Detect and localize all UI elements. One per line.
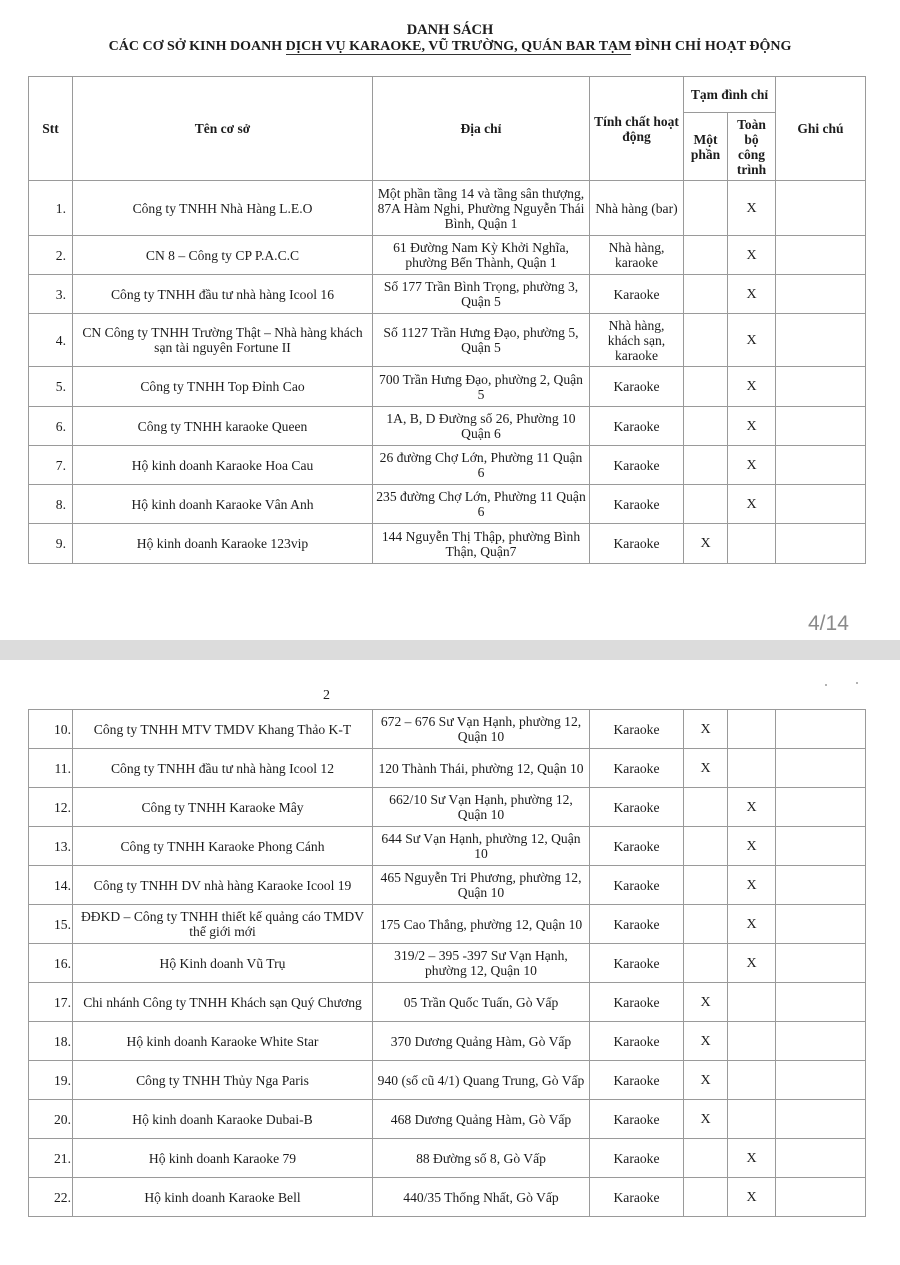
row-address: 700 Trần Hưng Đạo, phường 2, Quận 5 (373, 367, 590, 407)
row-address: 662/10 Sư Vạn Hạnh, phường 12, Quận 10 (373, 788, 590, 827)
row-nature: Nhà hàng, karaoke (590, 236, 684, 275)
row-nature: Karaoke (590, 1100, 684, 1139)
row-full-mark: X (728, 1178, 776, 1217)
row-nature: Karaoke (590, 827, 684, 866)
row-stt: 4. (29, 314, 73, 367)
row-nature: Karaoke (590, 407, 684, 446)
header-stt: Stt (29, 77, 73, 181)
row-name: Công ty TNHH Top Đỉnh Cao (73, 367, 373, 407)
row-note (776, 407, 866, 446)
row-address: 440/35 Thống Nhất, Gò Vấp (373, 1178, 590, 1217)
row-name: CN 8 – Công ty CP P.A.C.C (73, 236, 373, 275)
row-name: Hộ kinh doanh Karaoke 123vip (73, 524, 373, 564)
row-address: Một phần tầng 14 và tầng sân thượng, 87A Hàm Nghi, Phường Nguyễn Thái Bình, Quận 1 (373, 181, 590, 236)
row-full-mark: X (728, 866, 776, 905)
row-partial-mark (684, 944, 728, 983)
row-note (776, 1139, 866, 1178)
row-note (776, 827, 866, 866)
row-full-mark: X (728, 181, 776, 236)
row-partial-mark: X (684, 983, 728, 1022)
table-row (29, 181, 866, 236)
row-note (776, 367, 866, 407)
row-full-mark: X (728, 944, 776, 983)
row-name: Công ty TNHH đầu tư nhà hàng Icool 16 (73, 275, 373, 314)
row-address: 1A, B, D Đường số 26, Phường 10 Quận 6 (373, 407, 590, 446)
header-name: Tên cơ sở (73, 77, 373, 181)
row-stt: 15. (29, 905, 73, 944)
row-full-mark: X (728, 367, 776, 407)
row-note (776, 275, 866, 314)
row-stt: 6. (29, 407, 73, 446)
row-nature: Nhà hàng, khách sạn, karaoke (590, 314, 684, 367)
row-full-mark (728, 983, 776, 1022)
row-nature: Karaoke (590, 485, 684, 524)
row-full-mark: X (728, 788, 776, 827)
row-full-mark: X (728, 446, 776, 485)
row-address: 644 Sư Vạn Hạnh, phường 12, Quận 10 (373, 827, 590, 866)
row-name: Công ty TNHH Thủy Nga Paris (73, 1061, 373, 1100)
row-full-mark: X (728, 275, 776, 314)
row-stt: 14. (29, 866, 73, 905)
row-note (776, 983, 866, 1022)
row-stt: 5. (29, 367, 73, 407)
scan-speck (825, 684, 827, 686)
document-subtitle (0, 39, 900, 55)
row-full-mark: X (728, 314, 776, 367)
row-stt: 12. (29, 788, 73, 827)
row-partial-mark (684, 181, 728, 236)
table-row (29, 944, 866, 983)
table-row (29, 749, 866, 788)
row-nature: Karaoke (590, 1022, 684, 1061)
row-full-mark (728, 1022, 776, 1061)
row-stt: 2. (29, 236, 73, 275)
row-nature: Karaoke (590, 749, 684, 788)
table-row (29, 314, 866, 367)
table-row (29, 485, 866, 524)
row-address: 319/2 – 395 -397 Sư Vạn Hạnh, phường 12, Quận 10 (373, 944, 590, 983)
row-note (776, 1178, 866, 1217)
row-name: Công ty TNHH DV nhà hàng Karaoke Icool 19 (73, 866, 373, 905)
row-partial-mark: X (684, 524, 728, 564)
pdf-page-indicator: 4/14 (808, 612, 849, 635)
table-row (29, 1022, 866, 1061)
table-row (29, 275, 866, 314)
row-name: Hộ kinh doanh Karaoke White Star (73, 1022, 373, 1061)
row-name: Hộ kinh doanh Karaoke Vân Anh (73, 485, 373, 524)
table-row (29, 827, 866, 866)
suspension-table-part-1 (28, 76, 866, 564)
row-note (776, 788, 866, 827)
row-partial-mark: X (684, 1100, 728, 1139)
row-stt: 16. (29, 944, 73, 983)
row-nature: Karaoke (590, 446, 684, 485)
row-address: 144 Nguyễn Thị Thập, phường Bình Thận, Quận7 (373, 524, 590, 564)
row-nature: Karaoke (590, 1061, 684, 1100)
row-full-mark (728, 749, 776, 788)
table-row (29, 1139, 866, 1178)
row-full-mark (728, 1061, 776, 1100)
table-row (29, 446, 866, 485)
row-name: Công ty TNHH Nhà Hàng L.E.O (73, 181, 373, 236)
header-suspended: Tạm đình chỉ (684, 77, 776, 113)
table-body-part-1 (29, 181, 866, 564)
row-name: Công ty TNHH Karaoke Mây (73, 788, 373, 827)
table-row (29, 866, 866, 905)
row-stt: 18. (29, 1022, 73, 1061)
row-note (776, 236, 866, 275)
header-partial: Một phần (684, 113, 728, 181)
subtitle-underlined-part: DỊCH VỤ KARAOKE, VŨ TRƯỜNG, QUÁN BAR TẠM (285, 39, 632, 54)
row-address: 672 – 676 Sư Vạn Hạnh, phường 12, Quận 10 (373, 710, 590, 749)
row-stt: 3. (29, 275, 73, 314)
row-note (776, 1100, 866, 1139)
row-stt: 22. (29, 1178, 73, 1217)
row-name: Hộ kinh doanh Karaoke Dubai-B (73, 1100, 373, 1139)
row-full-mark: X (728, 827, 776, 866)
document-page-2 (0, 660, 900, 1265)
row-note (776, 181, 866, 236)
subtitle-part-1: CÁC CƠ SỞ KINH DOANH (108, 39, 286, 54)
row-partial-mark (684, 314, 728, 367)
scan-speck (856, 682, 858, 684)
header-note: Ghi chú (776, 77, 866, 181)
row-stt: 8. (29, 485, 73, 524)
row-nature: Karaoke (590, 275, 684, 314)
row-note (776, 485, 866, 524)
row-nature: Karaoke (590, 983, 684, 1022)
row-note (776, 710, 866, 749)
row-name: Công ty TNHH đầu tư nhà hàng Icool 12 (73, 749, 373, 788)
row-nature: Karaoke (590, 905, 684, 944)
row-note (776, 1022, 866, 1061)
document-title: DANH SÁCH (406, 22, 494, 38)
row-nature: Karaoke (590, 367, 684, 407)
row-address: 370 Dương Quảng Hàm, Gò Vấp (373, 1022, 590, 1061)
row-stt: 17. (29, 983, 73, 1022)
row-stt: 19. (29, 1061, 73, 1100)
row-partial-mark: X (684, 1061, 728, 1100)
row-note (776, 1061, 866, 1100)
row-full-mark (728, 1100, 776, 1139)
row-stt: 11. (29, 749, 73, 788)
header-address: Địa chỉ (373, 77, 590, 181)
row-note (776, 905, 866, 944)
row-partial-mark: X (684, 710, 728, 749)
row-name: Hộ kinh doanh Karaoke Hoa Cau (73, 446, 373, 485)
table-row (29, 788, 866, 827)
row-full-mark: X (728, 407, 776, 446)
table-row (29, 710, 866, 749)
row-name: Hộ kinh doanh Karaoke Bell (73, 1178, 373, 1217)
row-partial-mark (684, 275, 728, 314)
row-nature: Nhà hàng (bar) (590, 181, 684, 236)
row-stt: 10. (29, 710, 73, 749)
row-partial-mark (684, 1139, 728, 1178)
row-full-mark: X (728, 905, 776, 944)
table-body-part-2 (29, 710, 866, 1217)
row-note (776, 749, 866, 788)
row-address: 175 Cao Thắng, phường 12, Quận 10 (373, 905, 590, 944)
row-nature: Karaoke (590, 1178, 684, 1217)
row-address: 940 (số cũ 4/1) Quang Trung, Gò Vấp (373, 1061, 590, 1100)
row-name: Công ty TNHH MTV TMDV Khang Thảo K-T (73, 710, 373, 749)
row-stt: 21. (29, 1139, 73, 1178)
row-stt: 9. (29, 524, 73, 564)
row-note (776, 446, 866, 485)
table-row (29, 905, 866, 944)
table-row (29, 524, 866, 564)
row-nature: Karaoke (590, 710, 684, 749)
row-note (776, 866, 866, 905)
table-row (29, 1061, 866, 1100)
row-address: Số 177 Trần Bình Trọng, phường 3, Quận 5 (373, 275, 590, 314)
table-row (29, 407, 866, 446)
row-partial-mark (684, 905, 728, 944)
row-partial-mark (684, 485, 728, 524)
table-row (29, 236, 866, 275)
row-address: 61 Đường Nam Kỳ Khởi Nghĩa, phường Bến Thành, Quận 1 (373, 236, 590, 275)
row-full-mark (728, 710, 776, 749)
row-address: 468 Dương Quảng Hàm, Gò Vấp (373, 1100, 590, 1139)
row-partial-mark (684, 788, 728, 827)
table-row (29, 1178, 866, 1217)
row-name: CN Công ty TNHH Trường Thật – Nhà hàng khách sạn tài nguyên Fortune II (73, 314, 373, 367)
row-stt: 20. (29, 1100, 73, 1139)
row-partial-mark: X (684, 749, 728, 788)
row-stt: 7. (29, 446, 73, 485)
row-partial-mark (684, 827, 728, 866)
row-partial-mark: X (684, 1022, 728, 1061)
row-full-mark: X (728, 1139, 776, 1178)
row-note (776, 314, 866, 367)
row-name: Chi nhánh Công ty TNHH Khách sạn Quý Chương (73, 983, 373, 1022)
row-name: Hộ kinh doanh Karaoke 79 (73, 1139, 373, 1178)
suspension-table-part-2 (28, 709, 866, 1217)
row-address: 120 Thành Thái, phường 12, Quận 10 (373, 749, 590, 788)
row-stt: 13. (29, 827, 73, 866)
row-nature: Karaoke (590, 866, 684, 905)
row-address: Số 1127 Trần Hưng Đạo, phường 5, Quận 5 (373, 314, 590, 367)
row-name: Hộ Kinh doanh Vũ Trụ (73, 944, 373, 983)
row-nature: Karaoke (590, 524, 684, 564)
row-address: 26 đường Chợ Lớn, Phường 11 Quận 6 (373, 446, 590, 485)
row-nature: Karaoke (590, 788, 684, 827)
page-separator (0, 640, 900, 660)
row-nature: Karaoke (590, 944, 684, 983)
header-full: Toàn bộ công trình (728, 113, 776, 181)
row-address: 05 Trần Quốc Tuấn, Gò Vấp (373, 983, 590, 1022)
table-row (29, 1100, 866, 1139)
table-row (29, 367, 866, 407)
row-partial-mark (684, 236, 728, 275)
row-full-mark: X (728, 485, 776, 524)
page-number: 2 (323, 688, 330, 703)
row-address: 465 Nguyễn Tri Phương, phường 12, Quận 10 (373, 866, 590, 905)
row-full-mark: X (728, 236, 776, 275)
row-name: ĐĐKD – Công ty TNHH thiết kế quảng cáo TMDV thế giới mới (73, 905, 373, 944)
row-partial-mark (684, 407, 728, 446)
header-nature: Tính chất hoạt động (590, 77, 684, 181)
row-stt: 1. (29, 181, 73, 236)
row-partial-mark (684, 1178, 728, 1217)
row-name: Công ty TNHH karaoke Queen (73, 407, 373, 446)
subtitle-part-3: ĐÌNH CHỈ HOẠT ĐỘNG (631, 39, 792, 54)
row-note (776, 524, 866, 564)
row-full-mark (728, 524, 776, 564)
row-address: 88 Đường số 8, Gò Vấp (373, 1139, 590, 1178)
row-address: 235 đường Chợ Lớn, Phường 11 Quận 6 (373, 485, 590, 524)
row-partial-mark (684, 866, 728, 905)
row-note (776, 944, 866, 983)
row-name: Công ty TNHH Karaoke Phong Cánh (73, 827, 373, 866)
row-partial-mark (684, 367, 728, 407)
row-partial-mark (684, 446, 728, 485)
table-row (29, 983, 866, 1022)
row-nature: Karaoke (590, 1139, 684, 1178)
